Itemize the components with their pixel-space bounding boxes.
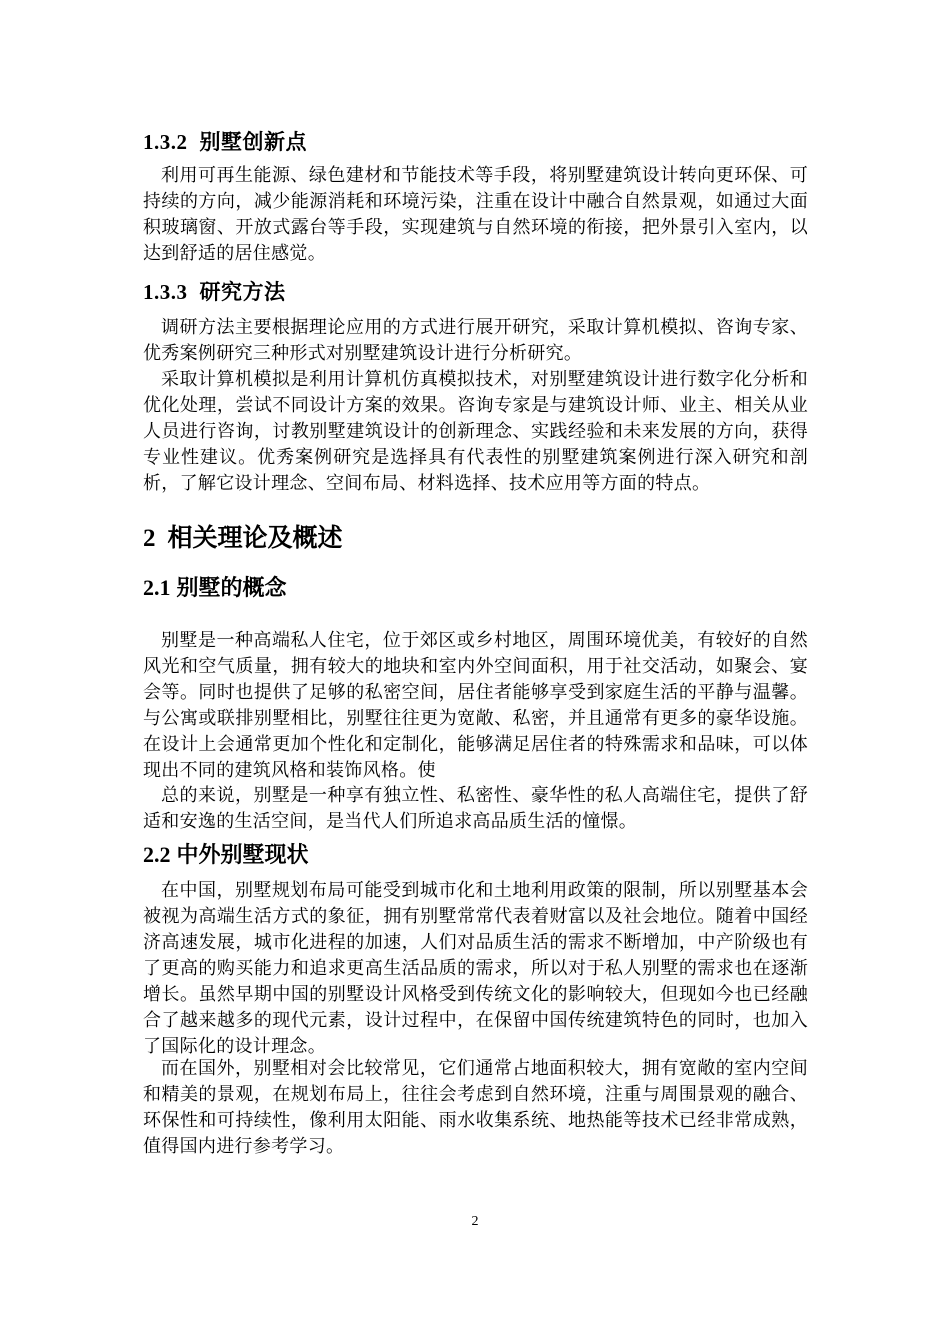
heading-title: 别墅的概念 bbox=[176, 575, 287, 601]
paragraph-villa-concept: 别墅是一种高端私人住宅，位于郊区或乡村地区，周围环境优美，有较好的自然风光和空气质量，拥有较大的地块和室内外空间面积，用于社交活动，如聚会、宴会等。同时也提供了足够的私密空间，居住者能够享受到家庭生活的平静与温馨。与公寓或联排别墅相比，别墅往往更为宽敞、私密，并且通常有更多的豪华设施。在设计上会通常更加个性化和定制化，能够满足居住者的特殊需求和品味，可以体现出不同的建筑风格和装饰风格。使 bbox=[143, 630, 808, 781]
heading-number: 1.3.3 bbox=[143, 280, 188, 304]
heading-title: 别墅创新点 bbox=[199, 129, 307, 154]
heading-number: 2 bbox=[143, 525, 156, 552]
heading-number: 2.1 bbox=[143, 575, 171, 600]
paragraph-research-details: 采取计算机模拟是利用计算机仿真模拟技术，对别墅建筑设计进行数字化分析和优化处理，尝试不同设计方案的效果。咨询专家是与建筑设计师、业主、相关从业人员进行咨询，讨教别墅建筑设计的创新理念、实践经验和未来发展的方向，获得专业性建议。优秀案例研究是选择具有代表性的别墅建筑案例进行深入研究和剖析，了解它设计理念、空间布局、材料选择、技术应用等方面的特点。 bbox=[143, 369, 808, 494]
heading-title: 研究方法 bbox=[199, 279, 286, 304]
paragraph-innovation: 利用可再生能源、绿色建材和节能技术等手段，将别墅建筑设计转向更环保、可持续的方向，减少能源消耗和环境污染，注重在设计中融合自然景观，如通过大面积玻璃窗、开放式露台等手段，实现建筑与自然环境的衔接，把外景引入室内，以达到舒适的居住感觉。 bbox=[143, 165, 808, 264]
page-number: 2 bbox=[471, 1214, 479, 1229]
chapter-2-heading bbox=[143, 522, 808, 555]
paragraph-villa-summary: 总的来说，别墅是一种享有独立性、私密性、豪华性的私人高端住宅，提供了舒适和安逸的生活空间，是当代人们所追求高品质生活的憧憬。 bbox=[143, 785, 808, 832]
heading-2-1 bbox=[143, 573, 808, 603]
heading-title: 相关理论及概述 bbox=[167, 523, 343, 552]
heading-number: 1.3.2 bbox=[143, 130, 188, 154]
heading-1-3-2 bbox=[143, 128, 808, 156]
heading-number: 2.2 bbox=[143, 842, 171, 867]
heading-title: 中外别墅现状 bbox=[176, 842, 309, 868]
heading-2-2 bbox=[143, 840, 808, 870]
heading-1-3-3 bbox=[143, 278, 808, 306]
paragraph-villa-abroad: 而在国外，别墅相对会比较常见，它们通常占地面积较大，拥有宽敞的室内空间和精美的景观，在规划布局上，往往会考虑到自然环境，注重与周围景观的融合、环保性和可持续性，像利用太阳能、雨水收集系统、地热能等技术已经非常成熟，值得国内进行参考学习。 bbox=[143, 1058, 808, 1157]
paragraph-villa-china: 在中国，别墅规划布局可能受到城市化和土地利用政策的限制，所以别墅基本会被视为高端生活方式的象征，拥有别墅常常代表着财富以及社会地位。随着中国经济高速发展，城市化进程的加速，人们对品质生活的需求不断增加，中产阶级也有了更高的购买能力和追求更高生活品质的需求，所以对于私人别墅的需求也在逐渐增长。虽然早期中国的别墅设计风格受到传统文化的影响较大，但现如今也已经融合了越来越多的现代元素，设计过程中，在保留中国传统建筑特色的同时，也加入了国际化的设计理念。 bbox=[143, 880, 808, 1057]
paragraph-research-methods: 调研方法主要根据理论应用的方式进行展开研究，采取计算机模拟、咨询专家、优秀案例研究三种形式对别墅建筑设计进行分析研究。 bbox=[143, 317, 808, 364]
